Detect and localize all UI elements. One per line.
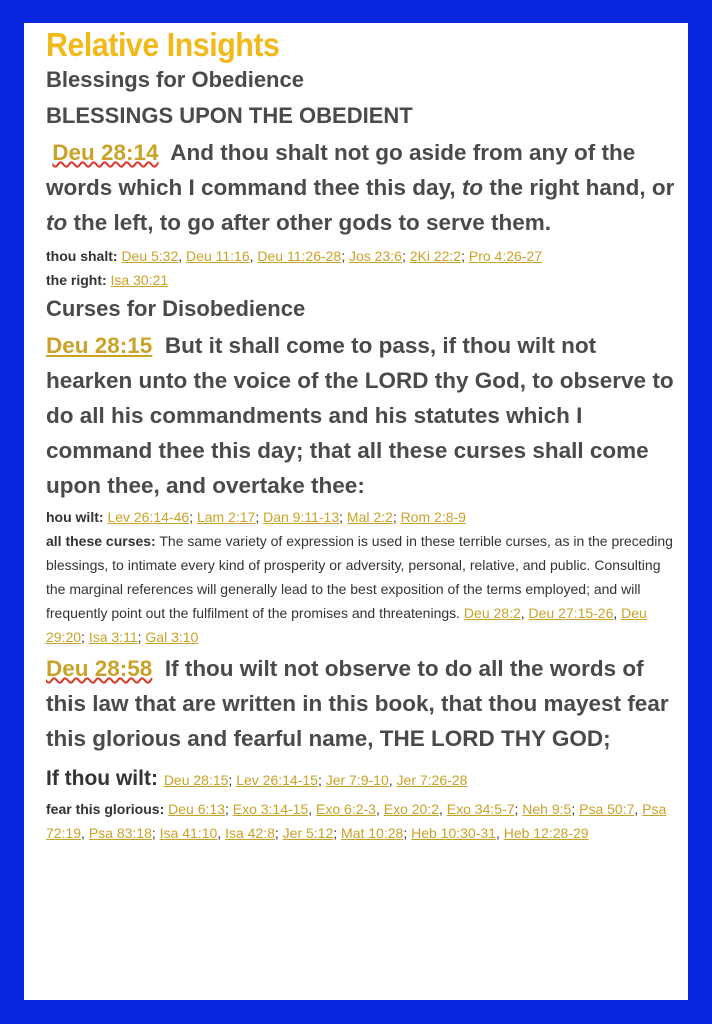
ref-link[interactable]: Exo 20:2 bbox=[383, 801, 439, 817]
ref-link[interactable]: Lam 2:17 bbox=[196, 509, 256, 525]
ref-link[interactable]: Rom 2:8-9 bbox=[400, 509, 466, 525]
ref-link[interactable]: Pro 4:26-27 bbox=[468, 248, 543, 264]
note-all-these-curses: all these curses: The same variety of expression is used in these terrible curses, as in the preceding blessings, to intimate every kind of prosperity or adversity, personal, relative, and public. Consulting the marginal references will generally lead to the best exposition of the terms employed; and will frequently point out the fulfilment of the promises and threatenings. Deu 28:2, Deu 27:15-26, Deu 29:20; Isa 3:11; Gal 3:10 bbox=[46, 533, 673, 645]
ref-link[interactable]: Exo 34:5-7 bbox=[446, 801, 515, 817]
page-title: Relative Insights bbox=[46, 26, 280, 63]
note-fear-this-glorious: fear this glorious: Deu 6:13; Exo 3:14-15, Exo 6:2-3, Exo 20:2, Exo 34:5-7; Neh 9:5; Psa 50:7, Psa 72:19, Psa 83:18; Isa 41:10, Isa 42:8; Jer 5:12; Mat 10:28; Heb 10:30-31, Heb 12:28-29 bbox=[46, 801, 667, 841]
ref-link[interactable]: Heb 10:30-31 bbox=[411, 825, 496, 841]
ref-link[interactable]: Exo 6:2-3 bbox=[316, 801, 376, 817]
ref-link[interactable]: Deu 5:32 bbox=[121, 248, 179, 264]
ref-link[interactable]: Deu 29:20 bbox=[46, 605, 647, 645]
ref-link[interactable]: Deu 28:2 bbox=[463, 605, 521, 621]
commentary-text: The same variety of expression is used in these terrible curses, as in the preceding blessings, to intimate every kind of prosperity or adversity, personal, relative, and public. Consulting the marginal references will generally lead to the best exposition of the terms employed; and will frequently point out the fulfilment of the promises and threatenings. bbox=[46, 533, 673, 621]
ref-link[interactable]: Deu 11:26-28 bbox=[257, 248, 342, 264]
ref-link[interactable]: Deu 28:15 bbox=[163, 772, 229, 788]
verse-ref-link[interactable]: Deu 28:15 bbox=[46, 333, 153, 358]
ref-link[interactable]: Deu 11:16 bbox=[186, 248, 250, 264]
note-the-right: the right: Isa 30:21 bbox=[46, 272, 169, 288]
ref-link[interactable]: Deu 27:15-26 bbox=[528, 605, 614, 621]
note-if-thou-wilt: If thou wilt: Deu 28:15; Lev 26:14-15; Jer 7:9-10, Jer 7:26-28 bbox=[46, 767, 468, 790]
ref-link[interactable]: Dan 9:11-13 bbox=[263, 509, 340, 525]
cross-references bbox=[46, 244, 678, 292]
ref-link[interactable]: Jer 7:9-10 bbox=[325, 772, 389, 788]
ref-link[interactable]: Psa 83:18 bbox=[88, 825, 152, 841]
ref-link[interactable]: Psa 72:19 bbox=[46, 801, 667, 841]
ref-link[interactable]: Psa 50:7 bbox=[579, 801, 635, 817]
ref-link[interactable]: Isa 42:8 bbox=[225, 825, 275, 841]
ref-link[interactable]: Exo 3:14-15 bbox=[232, 801, 309, 817]
verse-deu-28-14: Deu 28:14 And thou shalt not go aside from any of the words which I command thee this day, to the right hand, or to the left, to go after other gods to serve them. bbox=[46, 140, 675, 235]
section-heading-blessings: Blessings for Obedience bbox=[46, 67, 304, 92]
ref-link[interactable]: Gal 3:10 bbox=[145, 629, 199, 645]
verse-ref-link[interactable]: Deu 28:14 bbox=[52, 140, 159, 165]
note-hou-wilt: hou wilt: Lev 26:14-46; Lam 2:17; Dan 9:11-13; Mal 2:2; Rom 2:8-9 bbox=[46, 509, 466, 525]
ref-link[interactable]: Jer 7:26-28 bbox=[396, 772, 468, 788]
ref-link[interactable]: Lev 26:14-15 bbox=[236, 772, 318, 788]
ref-link[interactable]: Jer 5:12 bbox=[282, 825, 334, 841]
ref-link[interactable]: Neh 9:5 bbox=[522, 801, 572, 817]
ref-link[interactable]: Isa 30:21 bbox=[110, 272, 169, 288]
verse-deu-28-58: Deu 28:58 If thou wilt not observe to do all the words of this law that are written in this book, that thou mayest fear this glorious and fearful name, THE LORD THY GOD; bbox=[46, 656, 669, 751]
ref-link[interactable]: Jos 23:6 bbox=[349, 248, 402, 264]
ref-link[interactable]: Isa 41:10 bbox=[159, 825, 218, 841]
ref-link[interactable]: Lev 26:14-46 bbox=[107, 509, 190, 525]
ref-link[interactable]: Deu 6:13 bbox=[168, 801, 225, 817]
ref-link[interactable]: Heb 12:28-29 bbox=[503, 825, 589, 841]
note-thou-shalt: thou shalt: Deu 5:32, Deu 11:16, Deu 11:26-28; Jos 23:6; 2Ki 22:2; Pro 4:26-27 bbox=[46, 248, 543, 264]
section-heading-curses: Curses for Disobedience bbox=[46, 296, 306, 321]
ref-link[interactable]: Mat 10:28 bbox=[341, 825, 404, 841]
document-page bbox=[24, 23, 688, 1000]
verse-ref-link[interactable]: Deu 28:58 bbox=[46, 656, 153, 681]
ref-link[interactable]: Isa 3:11 bbox=[88, 629, 138, 645]
ref-link[interactable]: 2Ki 22:2 bbox=[409, 248, 462, 264]
section-subheading: BLESSINGS UPON THE OBEDIENT bbox=[46, 103, 413, 128]
ref-link[interactable]: Mal 2:2 bbox=[346, 509, 393, 525]
verse-deu-28-15: Deu 28:15 But it shall come to pass, if thou wilt not hearken unto the voice of the LORD thy God, to observe to do all his commandments and his statutes which I command thee this day; that all these curses shall come upon thee, and overtake thee: bbox=[46, 333, 674, 498]
